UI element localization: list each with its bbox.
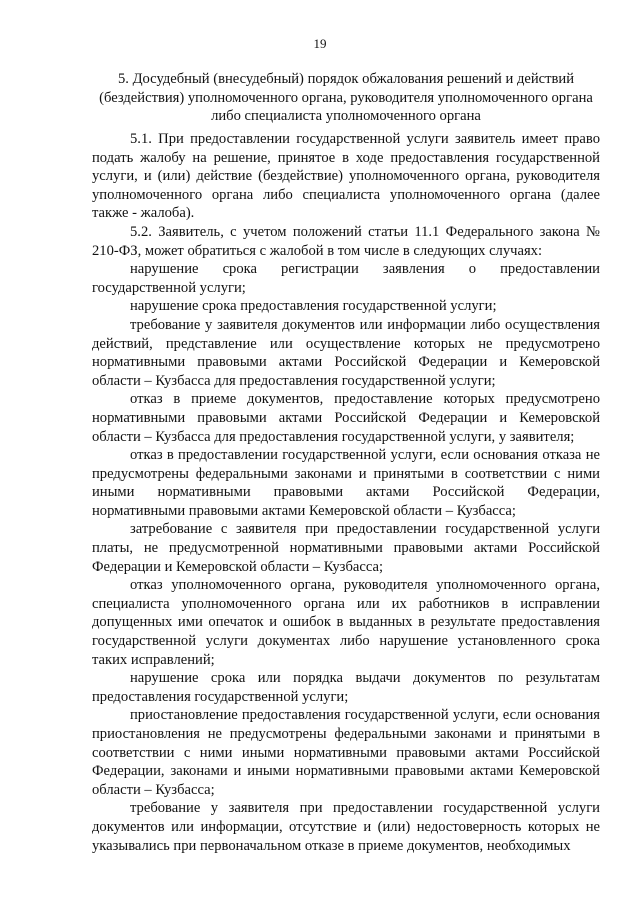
list-item: затребование с заявителя при предоставлении государственной услуги платы, не предусмотренной нормативными правовыми актами Российской Федерации и Кемеровской области – Кузбасса; [92,521,600,575]
list-item: отказ в предоставлении государственной услуги, если основания отказа не предусмотрены федеральными законами и принятыми в соответствии с ними иными нормативными правовыми актами Российской Федерации, нормативными правовыми актами Кемеровской области – Кузбасса; [92,447,600,519]
body-text [92,130,600,855]
list-item: требование у заявителя при предоставлении государственной услуги документов или информации, отсутствие и (или) недостоверность которых не указывались при первоначальном отказе в приеме документов, необходимых [92,800,600,854]
list-item: приостановление предоставления государственной услуги, если основания приостановления не предусмотрены федеральными законами и принятыми в соответствии с ними иными нормативными правовыми актами Российской Федерации, законами и иными нормативными правовыми актами Кемеровской области – Кузбасса; [92,707,600,798]
section-heading: 5. Досудебный (внесудебный) порядок обжалования решений и действий (бездействия) уполномоченного органа, руководителя уполномоченного органа либо специалиста уполномоченного органа [99,71,593,125]
list-item: отказ в приеме документов, предоставление которых предусмотрено нормативными правовыми актами Российской Федерации и Кемеровской области – Кузбасса для предоставления государственной услуги, у заявителя; [92,391,600,445]
list-item: нарушение срока регистрации заявления о предоставлении государственной услуги; [92,261,600,296]
list-item: требование у заявителя документов или информации либо осуществления действий, представление или осуществление которых не предусмотрено нормативными правовыми актами Российской Федерации и Кемеровской области – Кузбасса для предоставления государственной услуги; [92,316,600,389]
list-item: отказ уполномоченного органа, руководителя уполномоченного органа, специалиста уполномоченного органа или их работников в исправлении допущенных ими опечаток и ошибок в выданных в результате предоставления государственной услуги документах либо нарушение установленного срока таких исправлений; [92,577,600,668]
paragraph-5-2: 5.2. Заявитель, с учетом положений статьи 11.1 Федерального закона № 210-ФЗ, может обратиться с жалобой в том числе в следующих случаях: [92,223,600,259]
page-number: 19 [313,36,327,51]
list-item: нарушение срока или порядка выдачи документов по результатам предоставления государственной услуги; [92,670,600,705]
list-item: нарушение срока предоставления государственной услуги; [130,298,497,315]
paragraph-5-1: 5.1. При предоставлении государственной услуги заявитель имеет право подать жалобу на решение, принятое в ходе предоставления государственной услуги, и (или) действие (бездействие) уполномоченного органа, руководителя уполномоченного органа либо специалиста уполномоченного органа (далее также - жалоба). [92,131,600,222]
